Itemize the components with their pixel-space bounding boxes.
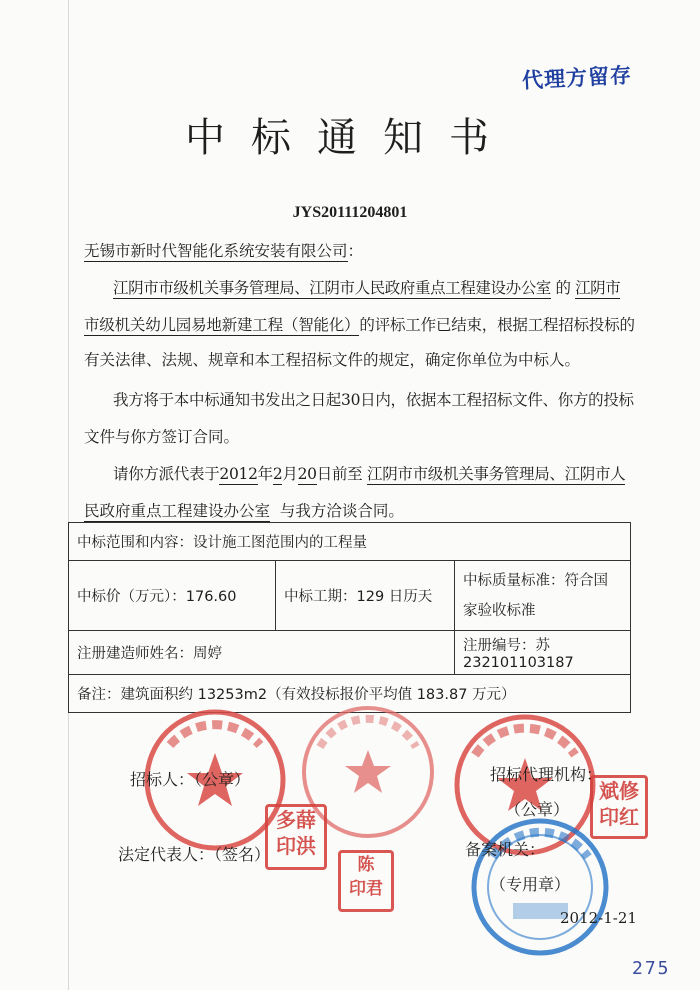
para3-year-unit: 年: [257, 465, 273, 483]
para1-project-start: 江阴市: [575, 279, 621, 297]
signature-stamp-xiu: 斌修 印红: [590, 775, 648, 839]
agent-label: 招标代理机构：: [490, 765, 603, 784]
para3-line1: [113, 464, 625, 484]
scope-cell: 中标范围和内容：设计施工图范围内的工程量: [69, 523, 631, 561]
legal-rep-label: 法定代表人：（签名）: [118, 845, 271, 864]
document-number: JYS20111204801: [292, 204, 408, 221]
filing-label: 备案机关：: [465, 840, 546, 859]
para1-tenderer: 江阴市市级机关事务管理局、江阴市人民政府重点工程建设办公室: [113, 279, 551, 297]
corner-stamp: 代理方留存: [521, 63, 633, 93]
agent-seal-label: （公章）: [505, 800, 570, 819]
para3-day-unit: 日前至: [316, 465, 363, 483]
para3-month-unit: 月: [282, 465, 298, 483]
signature-stamp-chen: 陈 印君: [338, 850, 394, 912]
builder-cell: 注册建造师姓名：周婷: [69, 631, 455, 675]
para2-line2: 文件与你方签订合同。: [84, 428, 240, 446]
para3-place: 江阴市市级机关事务管理局、江阴市人: [367, 465, 626, 483]
quality-cell: 中标质量标准：符合国家验收标准: [455, 561, 631, 631]
para1-line2: [84, 315, 635, 335]
issue-date: 2012-1-21: [560, 909, 637, 927]
para3-lead: 请你方派代表于: [113, 465, 220, 483]
para1-line3: 有关法律、法规、规章和本工程招标文件的规定，确定你单位为中标人。: [84, 351, 581, 369]
remark-cell: 备注：建筑面积约 13253m2（有效投标报价平均值 183.87 万元）: [69, 675, 631, 713]
recipient-name: 无锡市新时代智能化系统安装有限公司: [84, 242, 348, 260]
para2-line1: 我方将于本中标通知书发出之日起30日内，依据本工程招标文件、你方的投标: [113, 391, 634, 409]
duration-cell: 中标工期：129 日历天: [276, 561, 455, 631]
filing-seal-label: （专用章）: [490, 875, 571, 894]
page-number: 275: [632, 958, 671, 979]
para1-cont: 的评标工作已结束，根据工程招标投标的: [359, 316, 635, 334]
para1-line1: [113, 278, 620, 298]
recipient-suffix: ：: [347, 242, 364, 260]
para1-de: 的: [555, 279, 571, 297]
award-table: [68, 522, 631, 713]
para1-project: 市级机关幼儿园易地新建工程（智能化）: [84, 316, 360, 334]
para3-day: 20: [297, 465, 317, 483]
para3-tail: 与我方洽谈合同。: [279, 502, 404, 520]
document-title: 中标通知书: [185, 115, 515, 161]
recipient-line: [84, 241, 363, 261]
para3-place-end: 民政府重点工程建设办公室: [84, 502, 271, 520]
para3-month: 2: [272, 465, 283, 483]
price-cell: 中标价（万元）：176.60: [69, 561, 276, 631]
signature-stamp-xue: 多薛 印洪: [265, 804, 327, 870]
para3-year: 2012: [219, 465, 258, 483]
regno-cell: 注册编号：苏 232101103187: [455, 631, 631, 675]
tenderer-label: 招标人：（公章）: [130, 770, 251, 789]
para3-line2: [84, 501, 404, 521]
